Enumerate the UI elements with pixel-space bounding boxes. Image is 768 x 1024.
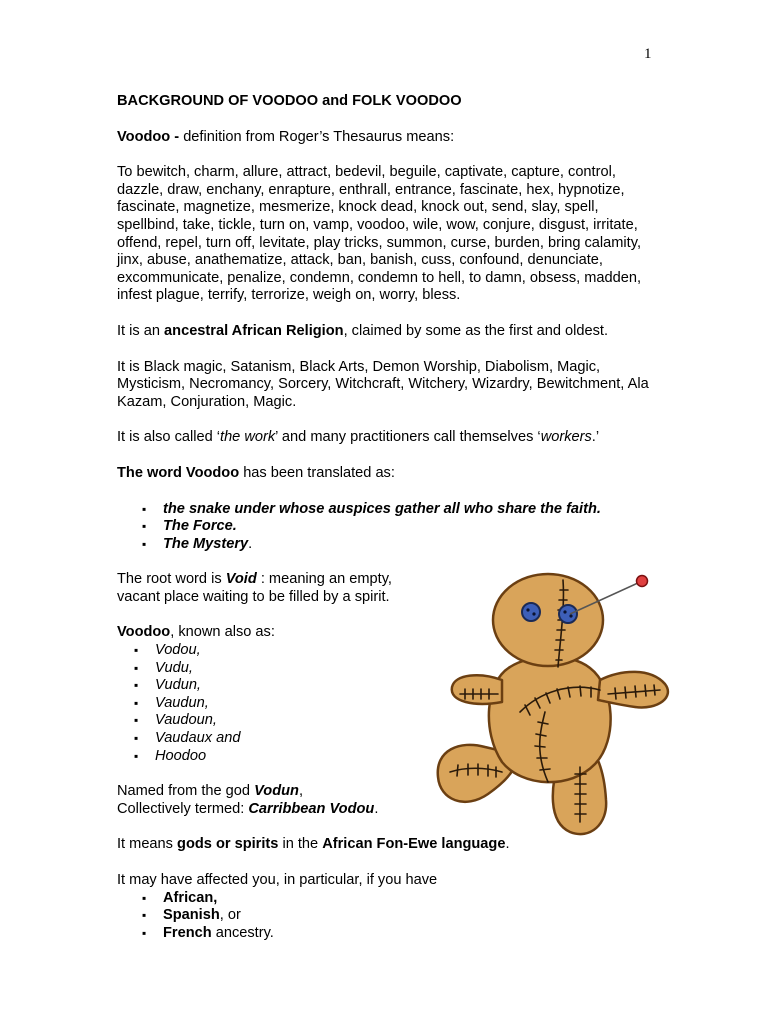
synonyms-paragraph: To bewitch, charm, allure, attract, bedevil, beguile, captivate, capture, control, dazzle, draw, enchany, enrapture, enthrall, entrance, fascinate, hex, hypnotize, fascinate, magnetize, mesmerize, knock dead, knock out, send, slay, spell, spellbind, take, tickle, turn on, vamp, voodoo, wile, wow, conjure, disgust, irritate, offend, repel, turn off, levitate, play tricks, summon, curse, burden, bring calamity, jinx, abuse, anathematize, attack, ban, banish, cuss, confound, denunciate, excommunicate, penalize, condemn, condemn to hell, to damn, obsess, madden, infest plague, terrify, terrorize, weigh on, worry, bless. bbox=[117, 164, 642, 304]
list-item bbox=[117, 501, 657, 519]
name-text: Vodou, bbox=[155, 642, 201, 659]
translation-text: The Force. bbox=[163, 518, 237, 535]
root-word-line1: : meaning an empty, bbox=[256, 571, 392, 588]
translated-heading bbox=[117, 465, 657, 483]
list-item bbox=[117, 890, 657, 908]
known-as-bold: Voodoo bbox=[117, 624, 171, 641]
collectively-term: Carribbean Vodou bbox=[248, 800, 375, 817]
named-from-pre: Named from the god bbox=[117, 783, 255, 800]
religion-post: , claimed by some as the first and oldest. bbox=[343, 322, 608, 339]
religion-paragraph bbox=[117, 323, 657, 341]
also-called-pre: It is also called ‘ bbox=[117, 429, 221, 446]
definition-term: Voodoo - bbox=[117, 128, 180, 145]
translation-text: The Mystery bbox=[163, 535, 249, 552]
definition-rest: definition from Roger’s Thesaurus means: bbox=[179, 128, 455, 145]
ancestry-list bbox=[117, 890, 657, 943]
name-text: Vaudoun, bbox=[155, 712, 217, 729]
also-called-italic-workers: workers bbox=[540, 429, 592, 446]
means-bold-gods: gods or spirits bbox=[177, 836, 279, 853]
collectively-post: . bbox=[374, 800, 379, 817]
list-item bbox=[117, 907, 657, 925]
list-item bbox=[117, 536, 657, 554]
named-from-god: Vodun bbox=[254, 783, 299, 800]
translation-text: the snake under whose auspices gather all who share the faith. bbox=[163, 500, 601, 517]
black-magic-paragraph: It is Black magic, Satanism, Black Arts, Demon Worship, Diabolism, Magic, Mysticism, Necromancy, Sorcery, Witchcraft, Witchery, Wizardry, Bewitchment, Ala Kazam, Conjuration, Magic. bbox=[117, 358, 649, 410]
collectively-pre: Collectively termed: bbox=[117, 800, 249, 817]
voodoo-doll-illustration bbox=[430, 572, 740, 842]
ancestry-rest: , or bbox=[219, 907, 241, 924]
definition-line bbox=[117, 129, 657, 147]
ancestry-rest: ancestry. bbox=[211, 924, 274, 941]
list-item bbox=[117, 925, 657, 943]
affected-line: It may have affected you, in particular, if you have bbox=[117, 872, 438, 888]
ancestry-bold: French bbox=[163, 924, 212, 941]
means-mid: in the bbox=[278, 836, 323, 853]
named-from-post: , bbox=[298, 783, 304, 800]
religion-bold: ancestral African Religion bbox=[164, 322, 344, 339]
religion-pre: It is an bbox=[117, 322, 165, 339]
known-as-rest: , known also as: bbox=[170, 624, 275, 641]
name-text: Vaudun, bbox=[155, 694, 209, 711]
name-text: Vudu, bbox=[155, 659, 193, 676]
ancestry-bold: African, bbox=[163, 889, 218, 906]
name-text: Vudun, bbox=[155, 677, 201, 694]
list-item bbox=[117, 518, 657, 536]
page-number: 1 bbox=[644, 46, 652, 62]
translations-list bbox=[117, 501, 657, 554]
ancestry-bold: Spanish bbox=[163, 907, 220, 924]
root-word-line2: vacant place waiting to be filled by a spirit. bbox=[117, 588, 390, 605]
name-text: Vaudaux and bbox=[155, 730, 241, 747]
also-called-italic-work: the work bbox=[220, 429, 276, 446]
means-post: . bbox=[505, 836, 510, 853]
document-title: BACKGROUND OF VOODOO and FOLK VOODOO bbox=[117, 93, 462, 109]
means-bold-language: African Fon-Ewe language bbox=[322, 836, 506, 853]
name-text: Hoodoo bbox=[155, 747, 207, 764]
translated-rest: has been translated as: bbox=[239, 464, 395, 481]
root-word-void: Void bbox=[225, 571, 257, 588]
also-called-mid: ’ and many practitioners call themselves ‘ bbox=[275, 429, 541, 446]
translated-bold: The word Voodoo bbox=[117, 464, 240, 481]
also-called-post: .’ bbox=[591, 429, 600, 446]
root-word-pre: The root word is bbox=[117, 571, 226, 588]
means-pre: It means bbox=[117, 836, 178, 853]
doll-body bbox=[438, 574, 668, 834]
also-called-paragraph bbox=[117, 429, 657, 447]
translation-suffix: . bbox=[248, 535, 253, 552]
